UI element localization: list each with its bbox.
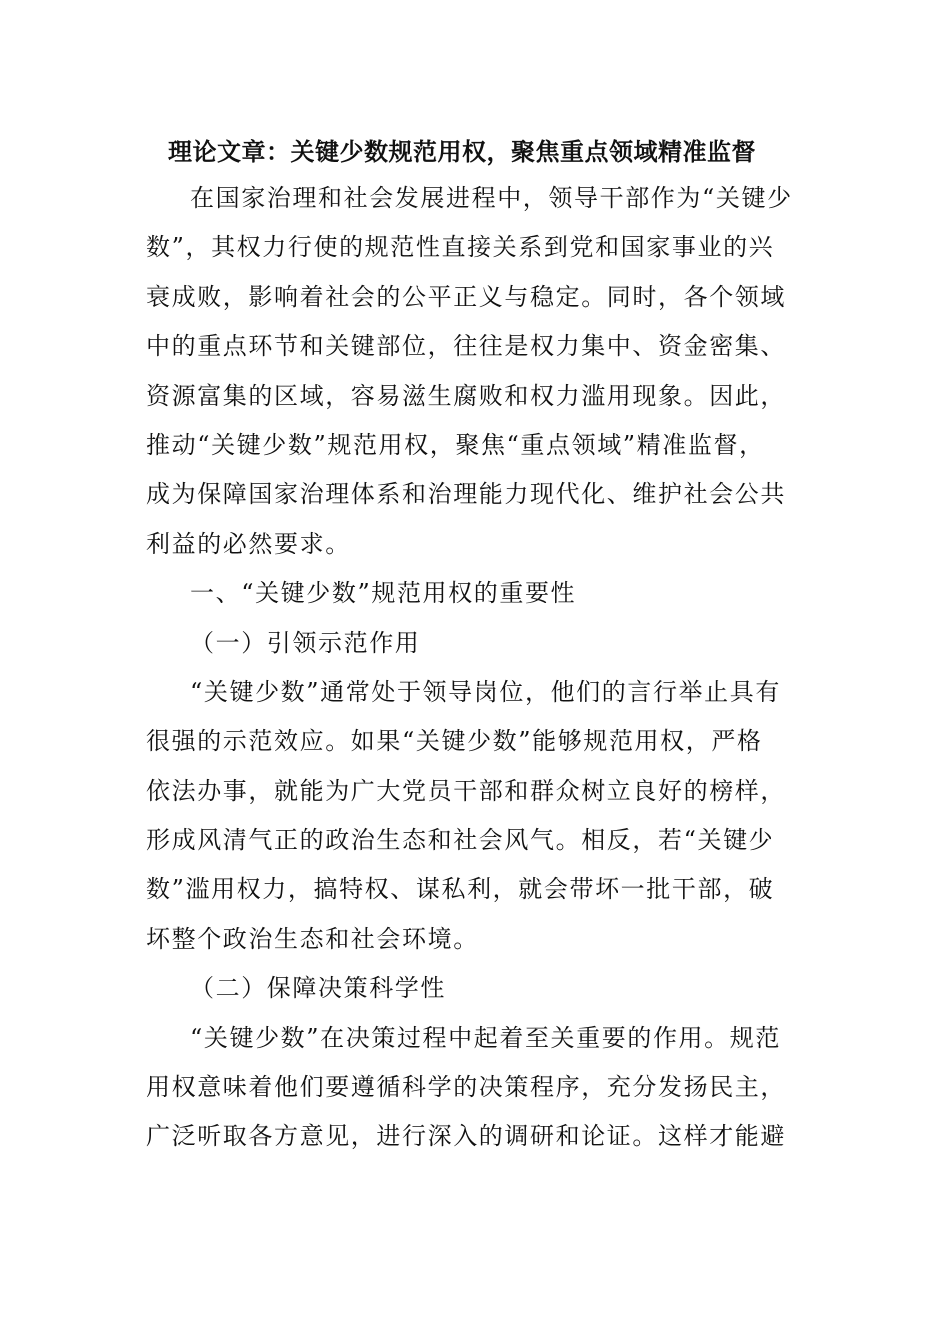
text-line: 依法办事，就能为广大党员干部和群众树立良好的榜样，: [146, 776, 786, 805]
text-line: 广泛听取各方意见，进行深入的调研和论证。这样才能避: [146, 1122, 786, 1151]
document-title: 理论文章：关键少数规范用权，聚焦重点领域精准监督: [168, 137, 756, 166]
text-line: 推动“关键少数”规范用权，聚焦“重点领域”精准监督，: [146, 430, 765, 459]
text-line: （一）引领示范作用: [190, 628, 421, 657]
document-text: [146, 174, 806, 1162]
text-line: 成为保障国家治理体系和治理能力现代化、维护社会公共: [146, 480, 786, 509]
document-body: [146, 130, 806, 1162]
text-line: 在国家治理和社会发展进程中，领导干部作为“关键少: [190, 184, 793, 212]
text-line: 坏整个政治生态和社会环境。: [146, 924, 479, 953]
text-line: （二）保障决策科学性: [190, 974, 446, 1003]
text-line: 用权意味着他们要遵循科学的决策程序，充分发扬民主，: [146, 1073, 786, 1102]
text-line: “关键少数”通常处于领导岗位，他们的言行举止具有: [190, 677, 781, 706]
text-line: 资源富集的区域，容易滋生腐败和权力滥用现象。因此，: [146, 381, 786, 410]
text-line: 数”滥用权力，搞特权、谋私利，就会带坏一批干部，破: [146, 875, 775, 904]
text-line: “关键少数”在决策过程中起着至关重要的作用。规范: [190, 1023, 781, 1052]
text-line: 很强的示范效应。如果“关键少数”能够规范用权，严格: [146, 727, 763, 756]
text-line: 形成风清气正的政治生态和社会风气。相反，若“关键少: [146, 826, 775, 855]
text-line: 一、“关键少数”规范用权的重要性: [190, 579, 577, 608]
text-line: 衰成败，影响着社会的公平正义与稳定。同时，各个领域: [146, 282, 786, 311]
text-line: 利益的必然要求。: [146, 529, 351, 558]
text-line: 中的重点环节和关键部位，往往是权力集中、资金密集、: [146, 332, 786, 361]
text-line: 数”，其权力行使的规范性直接关系到党和国家事业的兴: [146, 233, 775, 262]
